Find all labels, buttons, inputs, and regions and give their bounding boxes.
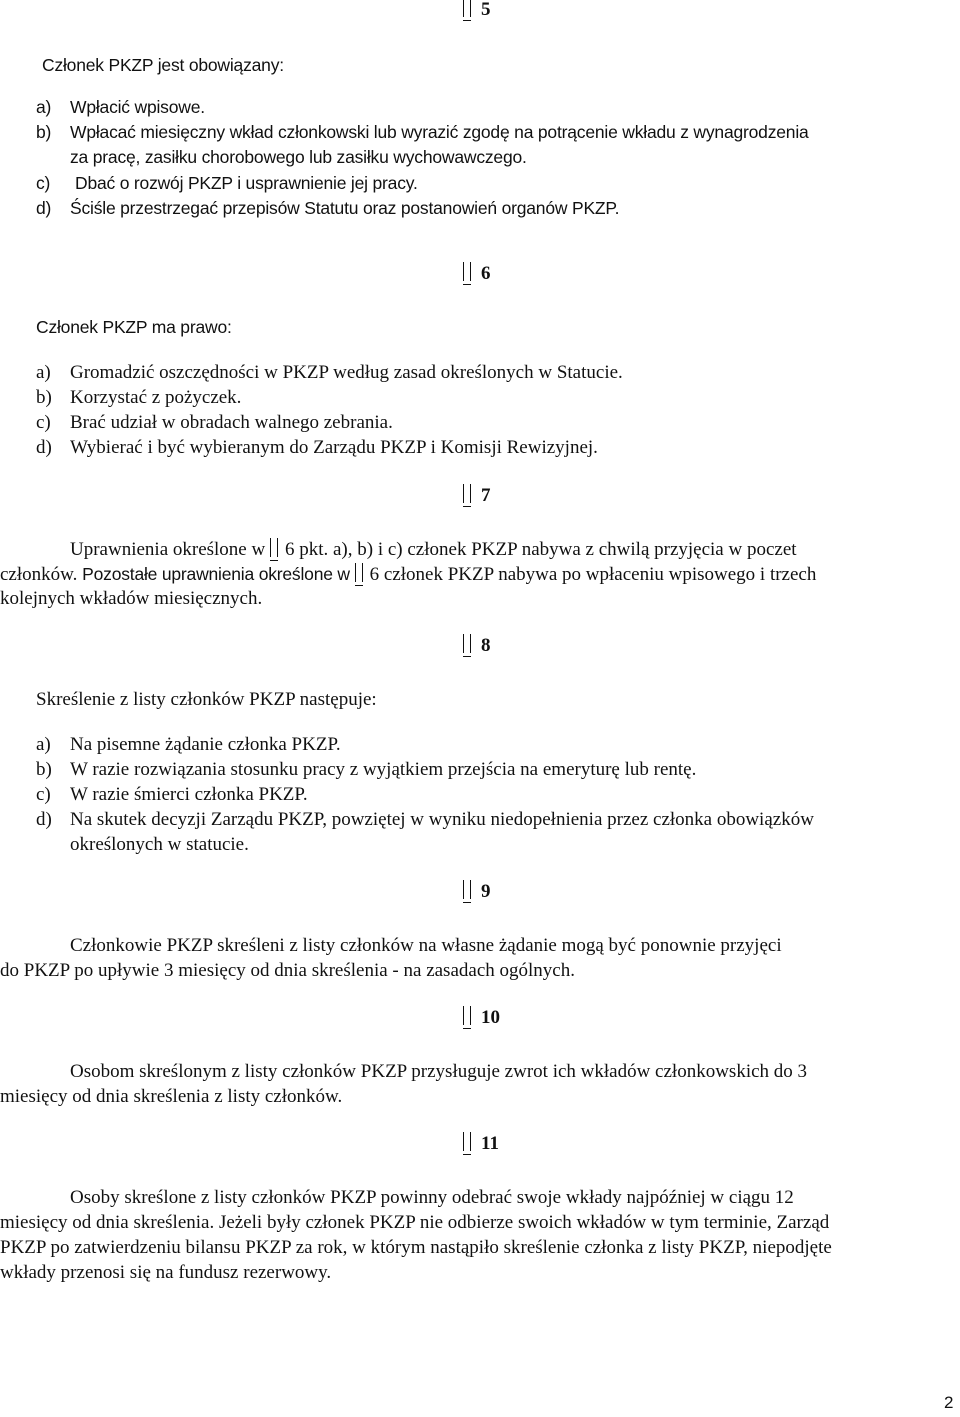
section-sign-icon	[463, 880, 473, 900]
section-10-heading: 10	[463, 1006, 500, 1029]
list-item-label: a)	[36, 734, 51, 755]
list-item-continuation: za pracę, zasiłku chorobowego lub zasiłku wychowawczego.	[70, 147, 527, 167]
paragraph-line: Członkowie PKZP skreśleni z listy członków na własne żądanie mogą być ponownie przyjęci	[70, 935, 782, 956]
section-5-intro: Członek PKZP jest obowiązany:	[42, 55, 284, 75]
list-item-text: Wpłacić wpisowe.	[70, 97, 205, 117]
list-item-label: a)	[36, 97, 52, 117]
section-sign-icon	[463, 0, 473, 18]
section-7-heading: 7	[463, 484, 491, 507]
section-8-heading: 8	[463, 634, 491, 657]
list-item-label: c)	[36, 784, 51, 805]
list-item-label: b)	[36, 122, 52, 142]
list-item-label: a)	[36, 362, 51, 383]
paragraph-line: miesięcy od dnia skreślenia. Jeżeli były członek PKZP nie odbierze swoich wkładów w tym terminie, Zarząd	[0, 1212, 830, 1233]
paragraph-line: Osoby skreślone z listy członków PKZP powinny odebrać swoje wkłady najpóźniej w ciągu 12	[70, 1187, 794, 1208]
paragraph-line: PKZP po zatwierdzeniu bilansu PKZP za rok, w którym nastąpiło skreślenie członka z listy PKZP, niepodjęte	[0, 1237, 832, 1258]
list-item-label: d)	[36, 198, 52, 218]
list-item-text: Wybierać i być wybieranym do Zarządu PKZP i Komisji Rewizyjnej.	[70, 437, 598, 458]
section-6-intro: Członek PKZP ma prawo:	[36, 317, 232, 337]
paragraph-line: kolejnych wkładów miesięcznych.	[0, 588, 263, 609]
list-item-label: d)	[36, 437, 52, 458]
section-sign-icon	[355, 563, 365, 583]
list-item-text: Gromadzić oszczędności w PKZP według zasad określonych w Statucie.	[70, 362, 623, 383]
list-item-text: W razie rozwiązania stosunku pracy z wyjątkiem przejścia na emeryturę lub rentę.	[70, 759, 697, 780]
page-number: 2	[944, 1393, 954, 1412]
section-sign-icon	[463, 1006, 473, 1026]
list-item-continuation: określonych w statucie.	[70, 834, 249, 855]
list-item-label: d)	[36, 809, 52, 830]
section-5-heading: 5	[463, 0, 491, 21]
list-item-text: Wpłacać miesięczny wkład członkowski lub wyrazić zgodę na potrącenie wkładu z wynagrodzenia	[70, 122, 809, 142]
paragraph-line: miesięcy od dnia skreślenia z listy członków.	[0, 1086, 343, 1107]
section-sign-icon	[463, 262, 473, 282]
paragraph-line: Uprawnienia określone w 6 pkt. a), b) i c) członek PKZP nabywa z chwilą przyjęcia w poczet	[70, 539, 797, 560]
paragraph-line: Osobom skreślonym z listy członków PKZP przysługuje zwrot ich wkładów członkowskich do 3	[70, 1061, 808, 1082]
section-sign-icon	[463, 1132, 473, 1152]
section-sign-icon	[463, 484, 473, 504]
section-sign-icon	[463, 634, 473, 654]
list-item-text: Korzystać z pożyczek.	[70, 387, 242, 408]
section-11-heading: 11	[463, 1132, 499, 1155]
paragraph-line: do PKZP po upływie 3 miesięcy od dnia skreślenia - na zasadach ogólnych.	[0, 960, 575, 981]
list-item-label: c)	[36, 412, 51, 433]
list-item-text: Dbać o rozwój PKZP i usprawnienie jej pracy.	[75, 173, 418, 193]
section-9-heading: 9	[463, 880, 491, 903]
list-item-text: W razie śmierci członka PKZP.	[70, 784, 308, 805]
list-item-label: c)	[36, 173, 51, 193]
list-item-text: Na skutek decyzji Zarządu PKZP, powziętej w wyniku niedopełnienia przez członka obowiązków	[70, 809, 814, 830]
section-8-intro: Skreślenie z listy członków PKZP następuje:	[36, 689, 377, 710]
list-item-text: Na pisemne żądanie członka PKZP.	[70, 734, 341, 755]
list-item-text: Ściśle przestrzegać przepisów Statutu oraz postanowień organów PKZP.	[70, 198, 620, 218]
section-6-heading: 6	[463, 262, 491, 285]
list-item-text: Brać udział w obradach walnego zebrania.	[70, 412, 393, 433]
section-sign-icon	[270, 538, 280, 558]
paragraph-line: wkłady przenosi się na fundusz rezerwowy.	[0, 1262, 332, 1283]
paragraph-line: członków. Pozostałe uprawnienia określone w 6 członek PKZP nabywa po wpłaceniu wpisowego i trzech	[0, 564, 817, 585]
list-item-label: b)	[36, 759, 52, 780]
list-item-label: b)	[36, 387, 52, 408]
